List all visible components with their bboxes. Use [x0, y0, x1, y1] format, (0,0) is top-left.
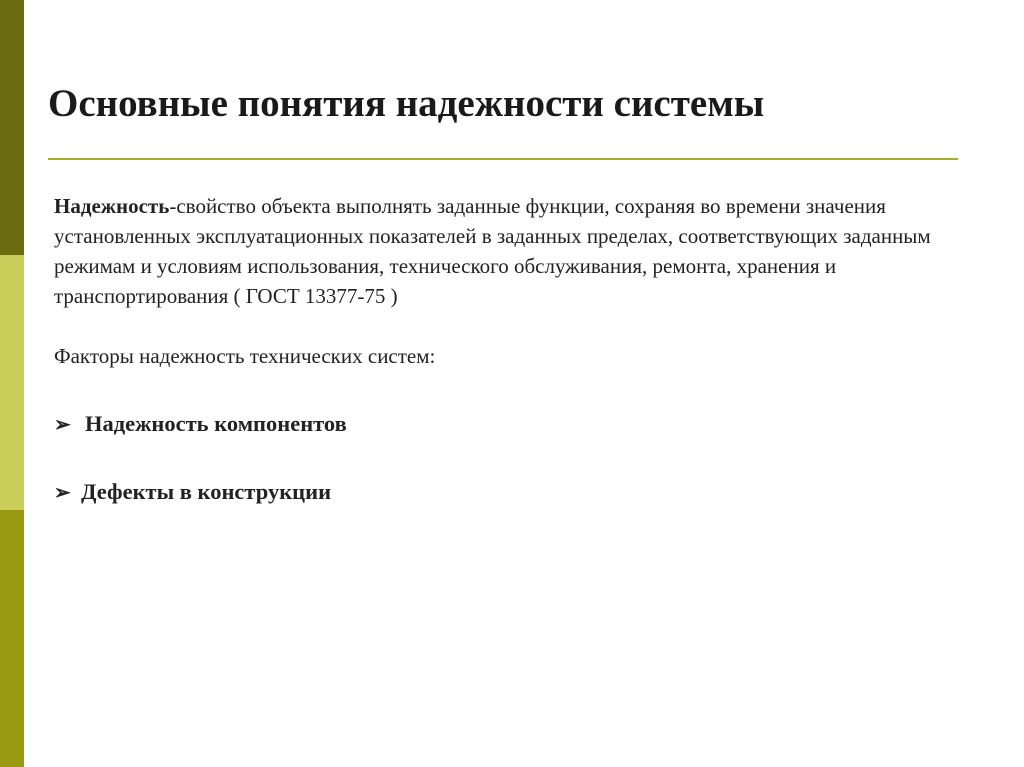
- slide-title: Основные понятия надежности системы: [48, 82, 765, 125]
- arrow-bullet-icon: ➢: [54, 414, 71, 436]
- title-divider: [48, 158, 958, 160]
- bullet-item: [54, 409, 934, 440]
- bullet-text: Дефекты в конструкции: [81, 479, 332, 504]
- bullet-text: Надежность компонентов: [85, 411, 347, 436]
- bullet-item: [54, 477, 934, 508]
- arrow-bullet-icon: ➢: [54, 482, 71, 504]
- definition-text: -свойство объекта выполнять заданные функции, сохраняя во времени значения установленных эксплуатационных показателей в заданных пределах, соответствующих заданным режимам и условиям использования, технического обслуживания, ремонта, хранения и транспортирования ( ГОСТ 13377-75 ): [54, 194, 931, 308]
- side-bar-segment-dark: [0, 0, 24, 255]
- side-accent-bar: [0, 0, 24, 767]
- side-bar-segment-light: [0, 255, 24, 510]
- slide-body: [54, 191, 934, 508]
- definition-paragraph: [54, 191, 934, 311]
- factors-intro: Факторы надежность технических систем:: [54, 344, 436, 368]
- side-bar-segment-olive: [0, 510, 24, 767]
- definition-term: Надежность: [54, 194, 170, 218]
